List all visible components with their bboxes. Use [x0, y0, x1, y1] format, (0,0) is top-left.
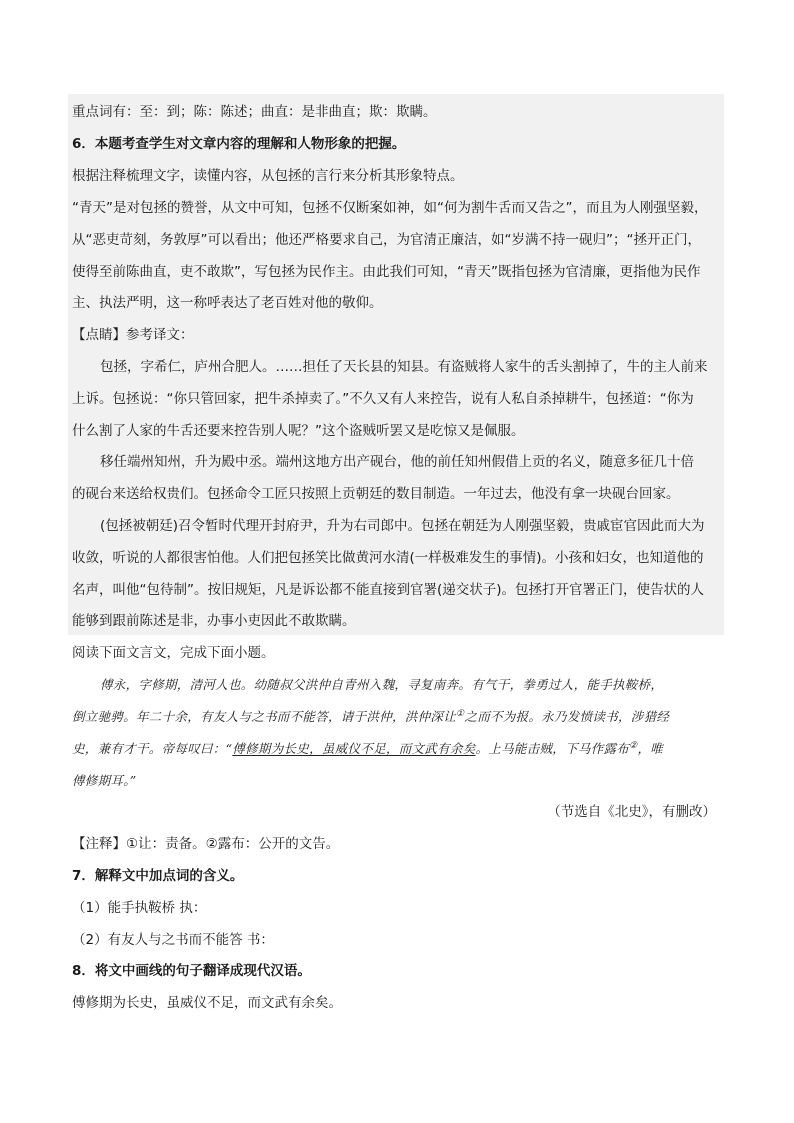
classical-text-span: 之而不为报。永乃发愤读书，涉猎经 — [464, 709, 670, 724]
classical-text-span: ，唯 — [637, 741, 664, 756]
classical-text-line: 傅修期耳。” — [72, 773, 137, 788]
translation-text: 的砚台来送给权贵们。包拯命令工匠只按照上贡朝廷的数目制造。一年过去，他没有拿一块砚台回家。 — [72, 486, 680, 502]
question-7-item-2: （2）有友人与之书而不能答 书： — [72, 932, 274, 948]
source-citation: （节选自《北史》，有删改） — [547, 804, 716, 820]
classical-text-line — [72, 739, 663, 759]
translation-text: 上诉。包拯说：“你只管回家，把牛杀掉卖了。”不久又有人来控告，说有人私自杀掉耕牛，包拯道：“你为 — [72, 391, 694, 407]
analysis-text: 使得至前陈曲直，吏不敢欺”，写包拯为民作主。由此我们可知，“青天”既指包拯为官清廉，更指他为民作 — [72, 264, 701, 280]
translation-text: (包拯被朝廷)召令暂时代理开封府尹，升为右司郎中。包拯在朝廷为人刚强坚毅，贵戚宦官因此而大为 — [100, 518, 705, 534]
translation-text: 移任端州知州，升为殿中丞。端州这地方出产砚台，他的前任知州假借上贡的名义，随意多征几十倍 — [100, 454, 694, 470]
classical-text-span: 倒立驰骋。年二十余，有友人与之书而不能答，请于洪仲，洪仲深让 — [72, 709, 457, 724]
translation-text: 包拯，字希仁，庐州合肥人。……担任了天长县的知县。有盗贼将人家牛的舌头割掉了，牛的主人前来 — [100, 359, 708, 375]
question-6-analysis: 6．本题考查学生对文章内容的理解和人物形象的把握。 — [72, 136, 406, 152]
annotation-notes: 【注释】①让：责备。②露布：公开的文告。 — [72, 836, 340, 852]
footnote-marker: ② — [629, 740, 638, 751]
question-8: 8．将文中画线的句子翻译成现代汉语。 — [72, 963, 311, 979]
classical-text-span: 史，兼有才干。帝每叹曰：“ — [72, 741, 233, 756]
analysis-text: 从“恶吏苛刻，务敦厚”可以看出；他还严格要求自己，为官清正廉洁，如“岁满不持一砚归”；“拯开正门， — [72, 232, 701, 248]
question-7-item-1: （1）能手执鞍桥 执： — [72, 900, 207, 916]
underlined-sentence: 傅修期为长史，虽威仪不足，而文武有余矣 — [232, 741, 476, 756]
reference-translation-heading: 【点睛】参考译文： — [72, 327, 194, 343]
classical-text-line: 傅永，字修期，清河人也。幼随叔父洪仲自青州入魏，寻复南奔。有气干，拳勇过人，能手执鞍桥， — [100, 677, 664, 692]
analysis-text: 根据注释梳理文字，读懂内容，从包拯的言行来分析其形象特点。 — [72, 168, 464, 184]
classical-text-line — [72, 707, 669, 727]
translation-text: 什么割了人家的牛舌还要来控告别人呢？”这个盗贼听罢又是吃惊又是佩服。 — [72, 423, 525, 439]
translation-text: 名声，叫他“包待制”。按旧规矩，凡是诉讼都不能直接到官署(递交状子)。包拯打开官署正门，使告状的人 — [72, 582, 705, 598]
analysis-text: 主、执法严明，这一称呼表达了老百姓对他的敬仰。 — [72, 295, 383, 311]
analysis-text: “青天”是对包拯的赞誉，从文中可知，包拯不仅断案如神，如“何为割牛舌而又告之”，而且为人刚强坚毅， — [72, 200, 708, 216]
question-8-sentence: 傅修期为长史，虽威仪不足，而文武有余矣。 — [72, 995, 342, 1011]
question-7: 7．解释文中加点词的含义。 — [72, 868, 244, 884]
footnote-marker: ① — [456, 708, 465, 719]
translation-text: 收敛，听说的人都很害怕他。人们把包拯笑比做黄河水清(一样极难发生的事情)。小孩和妇女，也知道他的 — [72, 550, 704, 566]
key-words-line: 重点词有：至：到；陈：陈述；曲直：是非曲直；欺：欺瞒。 — [72, 104, 437, 120]
translation-text: 能够到跟前陈述是非，办事小吏因此不敢欺瞒。 — [72, 613, 356, 629]
reading-instruction: 阅读下面文言文，完成下面小题。 — [72, 645, 275, 661]
classical-text-span: 。上马能击贼，下马作露布 — [475, 741, 630, 756]
